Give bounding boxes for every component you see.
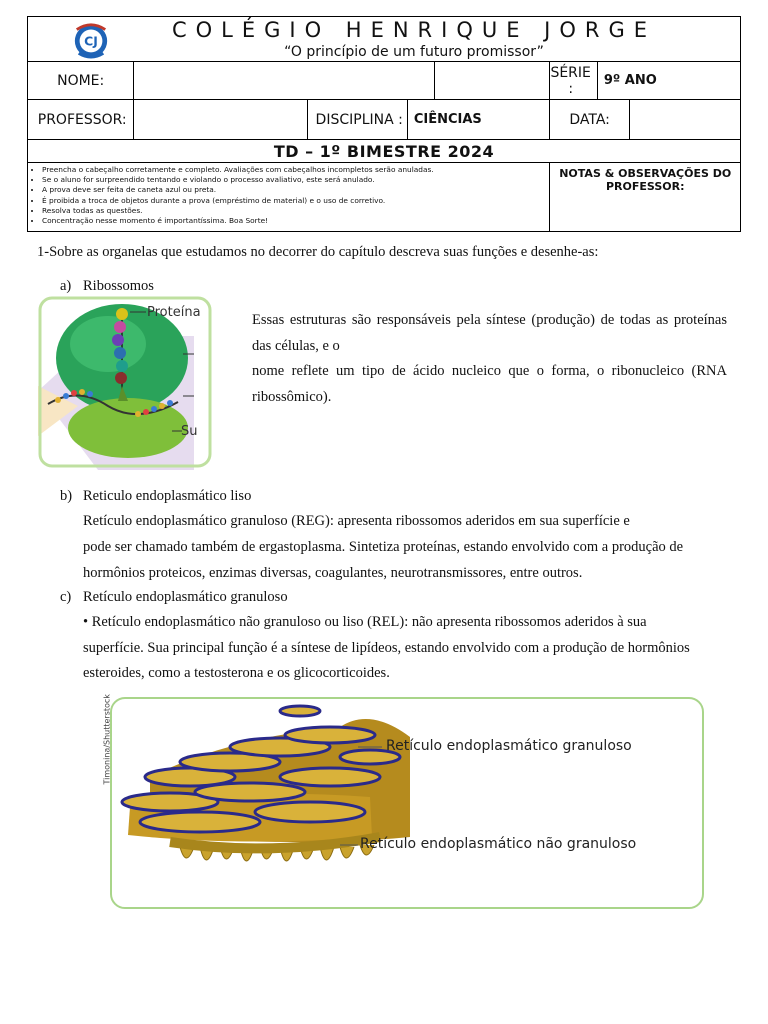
school-motto: “O princípio de um futuro promissor”	[284, 44, 544, 60]
data-label: DATA:	[550, 100, 629, 140]
item-a-marker: a)	[60, 278, 72, 294]
er-smooth-label: Retículo endoplasmático não granuloso	[360, 836, 637, 852]
item-a-title: Ribossomos	[83, 278, 154, 294]
ribosome-subunit-label: Su	[181, 424, 198, 439]
serie-value: 9º ANO	[597, 62, 740, 100]
item-b-title: Reticulo endoplasmático liso	[83, 488, 252, 504]
image-credit	[97, 694, 112, 790]
ribosome-protein-label: Proteína	[147, 305, 201, 320]
answer-b-line1: Retículo endoplasmático granuloso (REG): apresenta ribossomos aderidos em sua superfície e	[83, 513, 630, 529]
rules-list	[32, 165, 545, 226]
professor-label-text: PROFESSOR:	[37, 111, 127, 128]
answer-a-line2: nome reflete um tipo de ácido nucleico que o forma, o ribonucleico (RNA ribossômico).	[252, 363, 727, 405]
item-b-marker: b)	[60, 488, 73, 504]
disciplina-label: DISCIPLINA :	[307, 100, 407, 140]
school-name: COLÉGIO HENRIQUE JORGE	[171, 18, 657, 42]
exam-header	[27, 16, 741, 232]
rule-item: • É proibida a troca de objetos durante a prova (empréstimo de material) e o uso de corretivo.	[42, 196, 545, 206]
exam-title: TD – 1º BIMESTRE 2024	[28, 140, 741, 163]
professor-field[interactable]	[134, 100, 307, 140]
ribosome-figure	[38, 296, 201, 470]
data-field[interactable]	[629, 100, 740, 140]
svg-text:CJ: CJ	[84, 34, 98, 49]
answer-c-text: • Retículo endoplasmático não granuloso ou liso (REL): não apresenta ribossomos aderidos à sua superfície. Sua principal função é a síntese de lipídeos, estando envolvido com a produção de hormônios esteroides, como a testosterona e os glicocorticoides.	[83, 614, 690, 681]
rule-item: • A prova deve ser feita de caneta azul ou preta.	[42, 185, 545, 195]
rule-item: • Resolva todas as questões.	[42, 206, 545, 216]
rule-item: • Se o aluno for surpreendido tentando e violando o processo avaliativo, este será anulado.	[42, 175, 545, 185]
question-prompt: 1-Sobre as organelas que estudamos no decorrer do capítulo descreva suas funções e desenhe-as:	[37, 244, 599, 260]
rule-item: • Concentração nesse momento é importantíssima. Boa Sorte!	[42, 216, 545, 226]
rule-item: • Preencha o cabeçalho corretamente e completo. Avaliações com cabeçalhos incompletos serão anuladas.	[42, 165, 545, 175]
rules-box	[28, 163, 550, 232]
er-granular-label: Retículo endoplasmático granuloso	[386, 738, 632, 754]
disciplina-value: CIÊNCIAS	[407, 100, 550, 140]
nome-label: NOME:	[28, 62, 134, 100]
professor-label	[28, 100, 134, 140]
item-c-title: Retículo endoplasmático granuloso	[83, 589, 288, 605]
teacher-notes-box: NOTAS & OBSERVAÇÕES DO PROFESSOR:	[550, 163, 741, 232]
school-banner	[28, 17, 741, 62]
nome-field-ext[interactable]	[435, 62, 550, 100]
answer-b-line2: pode ser chamado também de ergastoplasma. Sintetiza proteínas, estando envolvido com a produção de hormônios proteicos, enzimas diversas, coagulantes, neurotransmissores, entre outros.	[83, 539, 684, 581]
image-credit-text: Timonina/Shutterstock	[102, 694, 112, 785]
nome-field[interactable]	[134, 62, 435, 100]
answer-a-line1: Essas estruturas são responsáveis pela síntese (produção) de todas as proteínas das células, e o	[252, 312, 727, 354]
serie-label: SÉRIE :	[550, 62, 597, 100]
item-c-marker: c)	[60, 589, 72, 605]
endoplasmic-reticulum-figure	[110, 697, 704, 909]
